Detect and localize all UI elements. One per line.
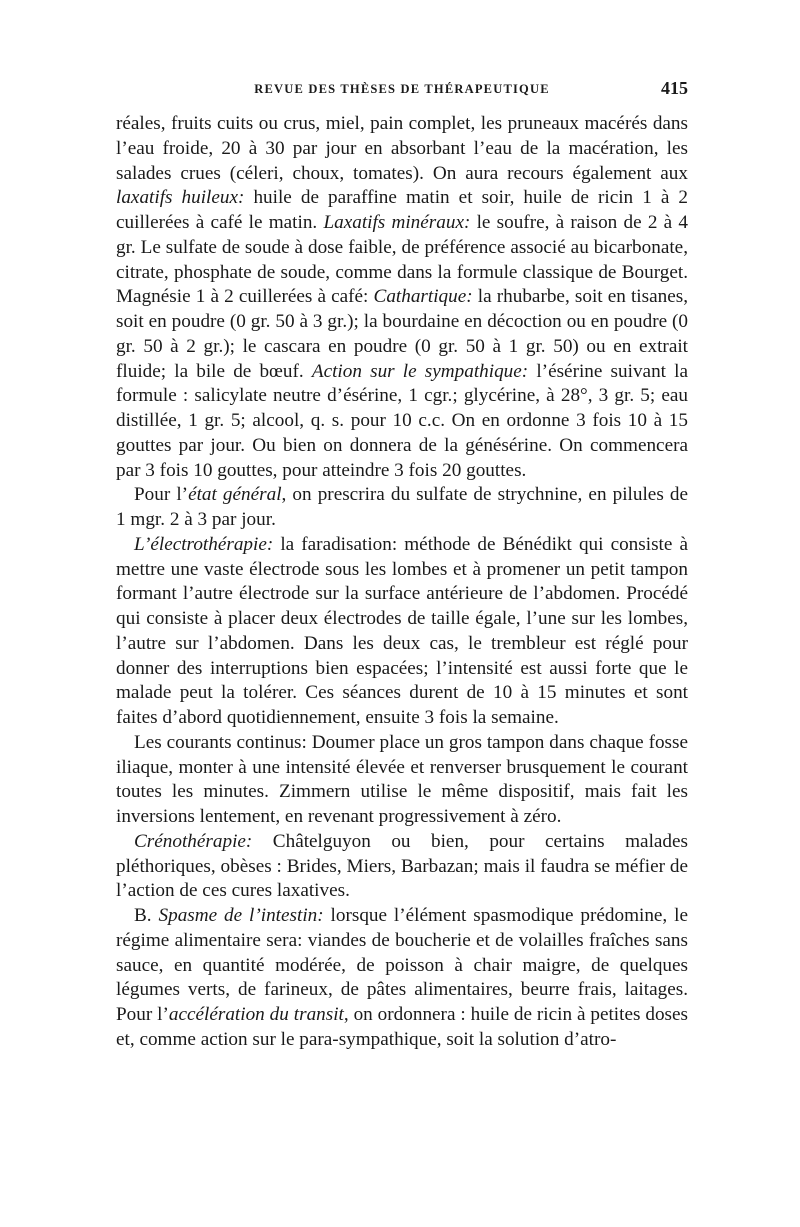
- running-head: [116, 78, 688, 100]
- text-segment: , on ordonnera : huile de ricin à petites doses et, comme action sur le para-sympathique, soit la solution d’atro-: [116, 1004, 688, 1050]
- text-segment: le soufre, à raison de 2 à 4 gr. Le sulfate de soude à dose faible, de préférence associé au bicarbonate, citrate, phosphate de soude, comme dans la formule classique de Bourget. Magnésie 1 à 2 cuillerées à café:: [116, 212, 688, 308]
- italic-segment: L’électrothérapie:: [134, 533, 274, 555]
- text-segment: B.: [134, 905, 159, 926]
- body-text: [116, 112, 688, 1053]
- italic-segment: Spasme de l’intestin:: [158, 905, 324, 926]
- italic-segment: laxatifs huileux:: [116, 187, 245, 209]
- text-segment: lorsque l’élément spasmodique prédomine, le régime alimentaire sera: viandes de boucherie et de volailles fraîches sans sauce, en quantité modérée, de poisson à chair maigre, de quelques légumes verts, de farineux, de pâtes alimentaires, beurre frais, laitages. Pour l’: [116, 905, 688, 1025]
- text-segment: huile de paraffine matin et soir, huile de ricin 1 à 2 cuillerées à café le matin.: [116, 187, 688, 233]
- paragraph: [116, 830, 688, 904]
- paragraph: [116, 904, 688, 1053]
- text-segment: , on prescrira du sulfate de strychnine, en pilules de 1 mgr. 2 à 3 par jour.: [116, 484, 688, 530]
- paragraph: [116, 483, 688, 533]
- running-title: REVUE DES THÈSES DE THÉRAPEUTIQUE: [254, 82, 550, 96]
- text-segment: réales, fruits cuits ou crus, miel, pain complet, les pruneaux macérés dans l’eau froide, 20 à 30 par jour en absorbant l’eau de la macération, les salades crues (céleri, choux, tomates). On aura recours également aux: [116, 113, 688, 184]
- text-segment: l’ésérine suivant la formule : salicylate neutre d’ésérine, 1 cgr.; glycérine, à 28°, 3 gr. 5; eau distillée, 1 gr. 5; alcool, q. s. pour 10 c.c. On en ordonne 3 fois 10 à 15 gouttes par jour. Ou bien on donnera de la génésérine. On commencera par 3 fois 10 gouttes, pour atteindre 3 fois 20 gouttes.: [116, 360, 688, 481]
- text-segment: la faradisation: méthode de Bénédikt qui consiste à mettre une vaste électrode sous les lombes et à promener un petit tampon formant l’autre électrode sur la surface antérieure de l’abdomen. Procédé qui consiste à placer deux électrodes de taille égale, l’une sur les lombes, l’autre sur l’abdomen. Dans les deux cas, le trembleur est réglé pour donner des interruptions bien espacées; l’intensité est aussi forte que le malade peut la tolérer. Ces séances durent de 10 à 15 minutes et sont faites d’abord quotidiennement, ensuite 3 fois la semaine.: [116, 533, 688, 728]
- italic-segment: Cathartique:: [373, 286, 473, 308]
- italic-segment: état général: [188, 484, 282, 506]
- text-segment: Châtelguyon ou bien, pour certains malades pléthoriques, obèses : Brides, Miers, Barbazan; mais il faudra se méfier de l’action de ces cures laxatives.: [116, 830, 688, 902]
- paragraph: [116, 731, 688, 830]
- italic-segment: Action sur le sympathique:: [311, 360, 529, 382]
- text-segment: Pour l’: [134, 484, 189, 506]
- text-segment: Les courants continus: Doumer place un gros tampon dans chaque fosse iliaque, monter à une intensité élevée et renverser brusquement le courant toutes les minutes. Zimmern utilise le même dispositif, mais fait les inversions lentement, en revenant progressivement à zéro.: [116, 731, 688, 827]
- paragraph: [116, 533, 688, 731]
- italic-segment: Laxatifs minéraux:: [323, 212, 471, 233]
- italic-segment: Crénothérapie:: [134, 830, 253, 852]
- text-segment: la rhubarbe, soit en tisanes, soit en poudre (0 gr. 50 à 3 gr.); la bourdaine en décoction ou en poudre (0 gr. 50 à 2 gr.); le cascara en poudre (0 gr. 50 à 1 gr. 50) ou en extrait fluide; la bile de bœuf.: [116, 286, 688, 382]
- paragraph: [116, 112, 688, 483]
- page-number: 415: [661, 78, 688, 98]
- italic-segment: accélération du transit: [168, 1004, 344, 1025]
